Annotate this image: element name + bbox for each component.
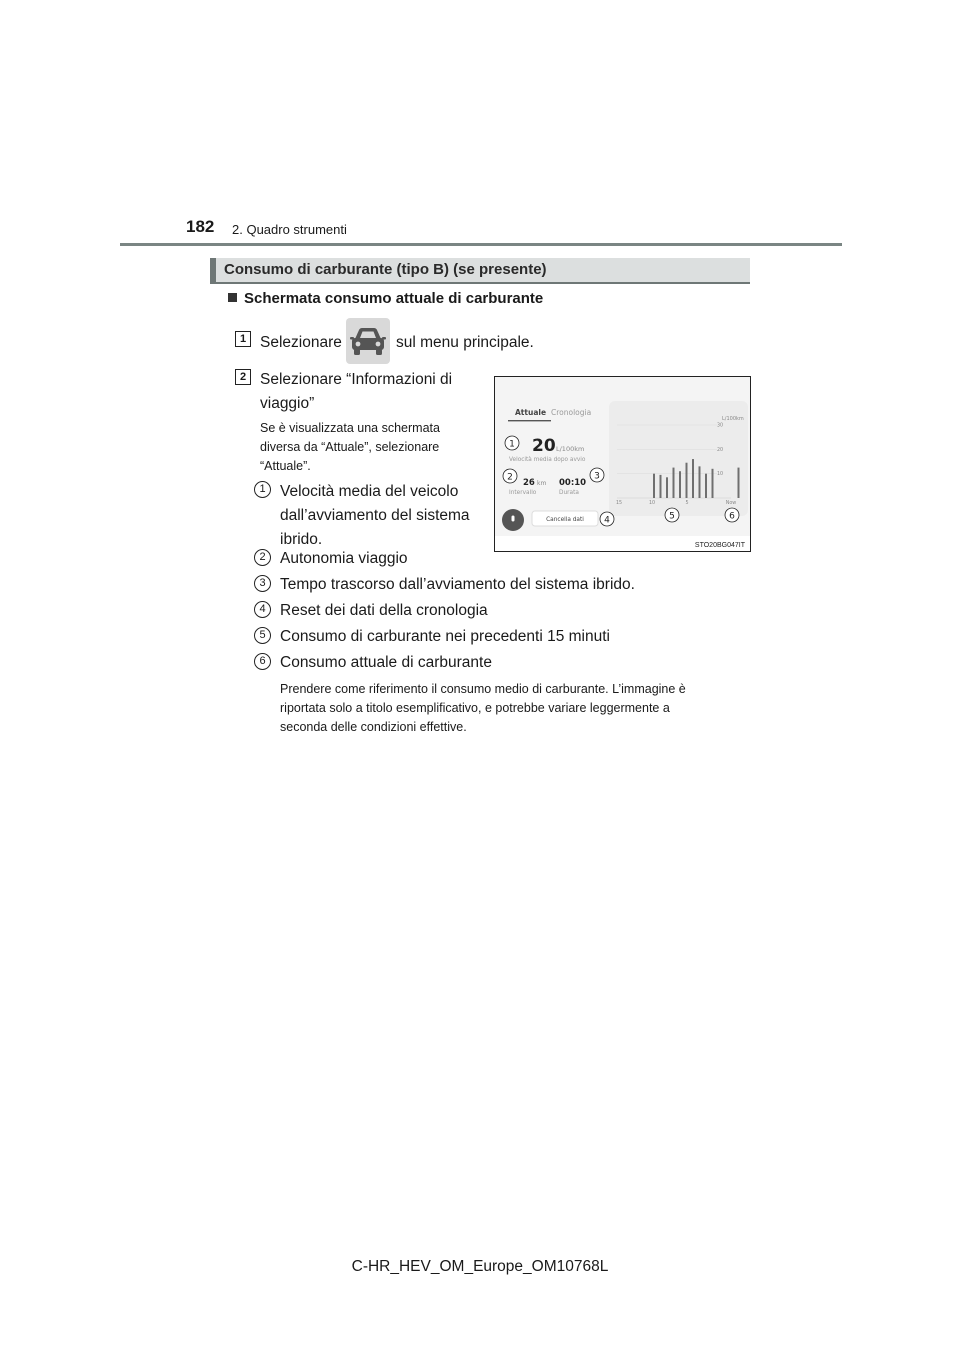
chart-bar: [666, 477, 668, 498]
callout-4-text: Reset dei dati della cronologia: [280, 602, 488, 619]
note-line-2: riportata solo a titolo esemplificativo, e potrebbe variare leggermente a: [280, 701, 670, 715]
chart-bar: [738, 468, 740, 498]
image-code: STO20BG047IT: [694, 542, 745, 549]
tab-attuale: Attuale: [515, 408, 547, 417]
callout-5-text: Consumo di carburante nei precedenti 15 minuti: [280, 628, 610, 645]
x-tick-label: 15: [615, 501, 623, 506]
x-tick-label: 10: [648, 501, 656, 506]
tab-cronologia: Cronologia: [551, 408, 592, 417]
chart-bar: [686, 463, 688, 498]
callout-3-text: Tempo trascorso dall’avviamento del sistema ibrido.: [280, 576, 635, 593]
chart-bar: [712, 469, 714, 498]
screen-callout-3-label: 3: [594, 471, 600, 482]
step-number-1: 1: [235, 331, 251, 347]
time-value: 00:10: [559, 478, 587, 488]
section-accent: [210, 258, 216, 284]
car-icon: [346, 318, 390, 364]
screen-graphic: [495, 377, 750, 551]
callout-1-line-1: Velocità media del veicolo: [280, 483, 459, 500]
section-title-bar: [210, 258, 750, 284]
step-2-note-line-1: Se è visualizzata una schermata: [260, 421, 440, 435]
note-paragraph: [280, 680, 746, 737]
callout-number-6: 6: [254, 653, 271, 670]
footer-document-code: C-HR_HEV_OM_Europe_OM10768L: [351, 1258, 609, 1275]
subheading: [228, 290, 543, 307]
range-value: 26: [523, 478, 535, 488]
chart-bar: [679, 471, 681, 498]
chart-bar: [699, 466, 701, 498]
bullet-square-icon: [228, 293, 237, 302]
step-2-text: [260, 368, 478, 416]
y-tick-label: 30: [717, 423, 724, 429]
screen-callout-6-label: 6: [729, 511, 735, 522]
callout-1-line-3: ibrido.: [280, 531, 323, 548]
section-title: Consumo di carburante (tipo B) (se presente): [224, 261, 547, 278]
chart-bar: [673, 468, 675, 498]
chart-bar: [692, 459, 694, 498]
screen-callout-3: [590, 468, 604, 482]
callout-6-text: Consumo attuale di carburante: [280, 654, 492, 671]
callout-2-text: Autonomia viaggio: [280, 550, 408, 567]
y-tick-label: 10: [717, 472, 724, 478]
callout-1-line-2: dall’avviamento del sistema: [280, 507, 470, 524]
callout-1-text: [280, 480, 478, 552]
note-line-3: seconda delle condizioni effettive.: [280, 720, 467, 734]
step-1-text-after: sul menu principale.: [396, 334, 534, 351]
callout-number-5: 5: [254, 627, 271, 644]
screen-callout-2: [503, 469, 517, 483]
subheading-text: Schermata consumo attuale di carburante: [244, 290, 544, 307]
callout-number-3: 3: [254, 575, 271, 592]
range-label: Intervallo: [509, 490, 537, 496]
screen-illustration: [494, 376, 751, 552]
reset-button-label: Cancella dati: [546, 517, 584, 523]
screen-callout-2-label: 2: [507, 472, 513, 483]
avg-value: 20: [532, 436, 556, 456]
avg-unit: L/100km: [556, 445, 585, 453]
screen-callout-6: [725, 508, 739, 522]
step-2-note-line-3: “Attuale”.: [260, 459, 311, 473]
callout-number-2: 2: [254, 549, 271, 566]
step-2-note: [260, 419, 478, 476]
header-rule: [120, 243, 842, 246]
callout-number-4: 4: [254, 601, 271, 618]
x-tick-label: Now: [725, 501, 737, 506]
screen-callout-1-label: 1: [509, 439, 515, 450]
step-2-line-2: viaggio”: [260, 395, 315, 412]
chart-unit: L/100km: [722, 416, 744, 422]
y-tick-label: 20: [717, 447, 724, 453]
car-icon-graphic: [346, 318, 390, 364]
time-label: Durata: [559, 490, 579, 496]
range-unit: km: [537, 480, 547, 487]
chart-bar: [653, 474, 655, 498]
avg-label: Velocità media dopo avvio: [509, 457, 586, 463]
step-2-line-1: Selezionare “Informazioni di: [260, 371, 453, 388]
screen-callout-5-label: 5: [669, 511, 675, 522]
step-1-text-before: Selezionare: [260, 334, 342, 351]
screen-callout-1: [505, 436, 519, 450]
step-2-note-line-2: diversa da “Attuale”, selezionare: [260, 440, 440, 454]
screen-callout-4: [600, 512, 614, 526]
tab-underline: [508, 420, 551, 421]
screen-callout-4-label: 4: [604, 515, 610, 526]
screen-callout-5: [665, 508, 679, 522]
microphone-icon: [512, 516, 515, 522]
x-tick-label: 5: [685, 501, 689, 506]
page-number: 182: [186, 217, 215, 236]
step-number-2: 2: [235, 369, 251, 385]
chapter-title: 2. Quadro strumenti: [232, 222, 347, 237]
chart-bar: [705, 474, 707, 498]
note-line-1: Prendere come riferimento il consumo medio di carburante. L’immagine è: [280, 682, 686, 696]
callout-number-1: 1: [254, 481, 271, 498]
chart-bar: [660, 475, 662, 498]
